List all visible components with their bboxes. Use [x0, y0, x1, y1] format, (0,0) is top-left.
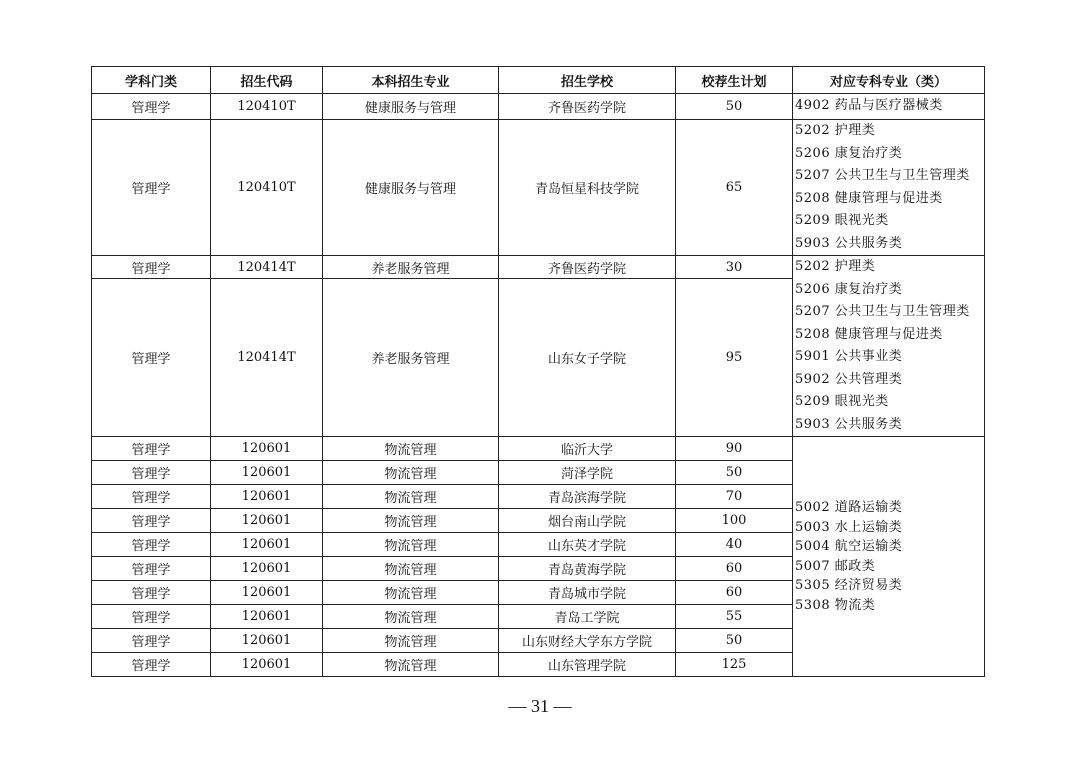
related-major-item: 5902 公共管理类: [795, 371, 903, 387]
related-major-item: 5901 公共事业类: [795, 349, 903, 364]
cell-code: 120601: [211, 461, 323, 485]
cell-plan: 60: [676, 557, 793, 581]
cell-major: 物流管理: [323, 605, 499, 629]
related-major-item: 5207 公共卫生与卫生管理类: [795, 304, 970, 319]
cell-category: 管理学: [92, 120, 211, 256]
cell-school: 山东财经大学东方学院: [499, 629, 676, 653]
cell-plan: 55: [676, 605, 793, 629]
header-plan: 校荐生计划: [676, 67, 793, 94]
cell-code: 120414T: [211, 256, 323, 279]
related-major-item: 5206 康复治疗类: [795, 145, 903, 161]
cell-plan: 60: [676, 581, 793, 605]
related-major-item: 5308 物流类: [795, 597, 876, 613]
table-row: [92, 437, 985, 461]
cell-major: 健康服务与管理: [323, 94, 499, 120]
cell-school: 烟台南山学院: [499, 509, 676, 533]
cell-plan: 50: [676, 461, 793, 485]
cell-code: 120410T: [211, 94, 323, 120]
cell-code: 120601: [211, 533, 323, 557]
cell-major: 物流管理: [323, 461, 499, 485]
cell-category: 管理学: [92, 653, 211, 677]
cell-plan: 40: [676, 533, 793, 557]
cell-major: 物流管理: [323, 533, 499, 557]
related-major-item: 5305 经济贸易类: [795, 578, 903, 593]
cell-major: 物流管理: [323, 557, 499, 581]
cell-code: 120601: [211, 557, 323, 581]
cell-plan: 65: [676, 120, 793, 256]
related-major-item: 5007 邮政类: [795, 558, 876, 574]
header-category: 学科门类: [92, 67, 211, 94]
cell-related-majors: [793, 256, 985, 437]
header-major: 本科招生专业: [323, 67, 499, 94]
cell-major: 物流管理: [323, 509, 499, 533]
table-row: [92, 94, 985, 120]
table-row: [92, 256, 985, 279]
cell-code: 120601: [211, 629, 323, 653]
cell-category: 管理学: [92, 605, 211, 629]
cell-code: 120410T: [211, 120, 323, 256]
cell-plan: 90: [676, 437, 793, 461]
cell-category: 管理学: [92, 461, 211, 485]
cell-category: 管理学: [92, 279, 211, 437]
related-major-item: 5903 公共服务类: [795, 416, 903, 432]
cell-code: 120601: [211, 581, 323, 605]
cell-category: 管理学: [92, 581, 211, 605]
related-major-item: 4902 药品与医疗器械类: [795, 98, 943, 114]
cell-category: 管理学: [92, 509, 211, 533]
cell-school: 青岛工学院: [499, 605, 676, 629]
cell-plan: 50: [676, 629, 793, 653]
header-school: 招生学校: [499, 67, 676, 94]
cell-major: 物流管理: [323, 485, 499, 509]
cell-school: 青岛恒星科技学院: [499, 120, 676, 256]
cell-school: 青岛黄海学院: [499, 557, 676, 581]
cell-major: 物流管理: [323, 653, 499, 677]
cell-school: 临沂大学: [499, 437, 676, 461]
table-header-row: [92, 67, 985, 94]
cell-category: 管理学: [92, 533, 211, 557]
cell-related-majors: [793, 94, 985, 120]
related-major-item: 5903 公共服务类: [795, 235, 903, 251]
cell-category: 管理学: [92, 94, 211, 120]
cell-code: 120601: [211, 485, 323, 509]
cell-plan: 70: [676, 485, 793, 509]
cell-major: 养老服务管理: [323, 279, 499, 437]
cell-category: 管理学: [92, 437, 211, 461]
cell-major: 物流管理: [323, 581, 499, 605]
cell-category: 管理学: [92, 485, 211, 509]
cell-school: 山东管理学院: [499, 653, 676, 677]
cell-school: 山东女子学院: [499, 279, 676, 437]
cell-plan: 95: [676, 279, 793, 437]
related-major-item: 5202 护理类: [795, 259, 876, 274]
page-number: — 31 —: [508, 696, 572, 716]
cell-code: 120601: [211, 605, 323, 629]
related-major-item: 5208 健康管理与促进类: [795, 190, 943, 206]
cell-plan: 125: [676, 653, 793, 677]
cell-school: 齐鲁医药学院: [499, 256, 676, 279]
related-major-item: 5206 康复治疗类: [795, 281, 903, 297]
cell-code: 120601: [211, 653, 323, 677]
cell-category: 管理学: [92, 629, 211, 653]
cell-related-majors: [793, 437, 985, 677]
cell-major: 健康服务与管理: [323, 120, 499, 256]
cell-school: 山东英才学院: [499, 533, 676, 557]
cell-category: 管理学: [92, 557, 211, 581]
cell-school: 菏泽学院: [499, 461, 676, 485]
cell-code: 120601: [211, 509, 323, 533]
cell-school: 齐鲁医药学院: [499, 94, 676, 120]
related-major-item: 5209 眼视光类: [795, 394, 889, 409]
cell-related-majors: [793, 120, 985, 256]
cell-plan: 100: [676, 509, 793, 533]
cell-plan: 50: [676, 94, 793, 120]
cell-major: 养老服务管理: [323, 256, 499, 279]
cell-school: 青岛城市学院: [499, 581, 676, 605]
related-major-item: 5002 道路运输类: [795, 500, 903, 515]
related-major-item: 5003 水上运输类: [795, 519, 903, 535]
cell-school: 青岛滨海学院: [499, 485, 676, 509]
cell-code: 120601: [211, 437, 323, 461]
cell-major: 物流管理: [323, 629, 499, 653]
header-related-majors: 对应专科专业（类）: [793, 67, 985, 94]
cell-major: 物流管理: [323, 437, 499, 461]
cell-category: 管理学: [92, 256, 211, 279]
header-code: 招生代码: [211, 67, 323, 94]
cell-plan: 30: [676, 256, 793, 279]
related-major-item: 5209 眼视光类: [795, 213, 889, 228]
enrollment-table: [91, 66, 985, 677]
related-major-item: 5004 航空运输类: [795, 539, 903, 554]
table-row: [92, 120, 985, 256]
related-major-item: 5202 护理类: [795, 123, 876, 138]
related-major-item: 5208 健康管理与促进类: [795, 326, 943, 342]
cell-code: 120414T: [211, 279, 323, 437]
related-major-item: 5207 公共卫生与卫生管理类: [795, 168, 970, 183]
